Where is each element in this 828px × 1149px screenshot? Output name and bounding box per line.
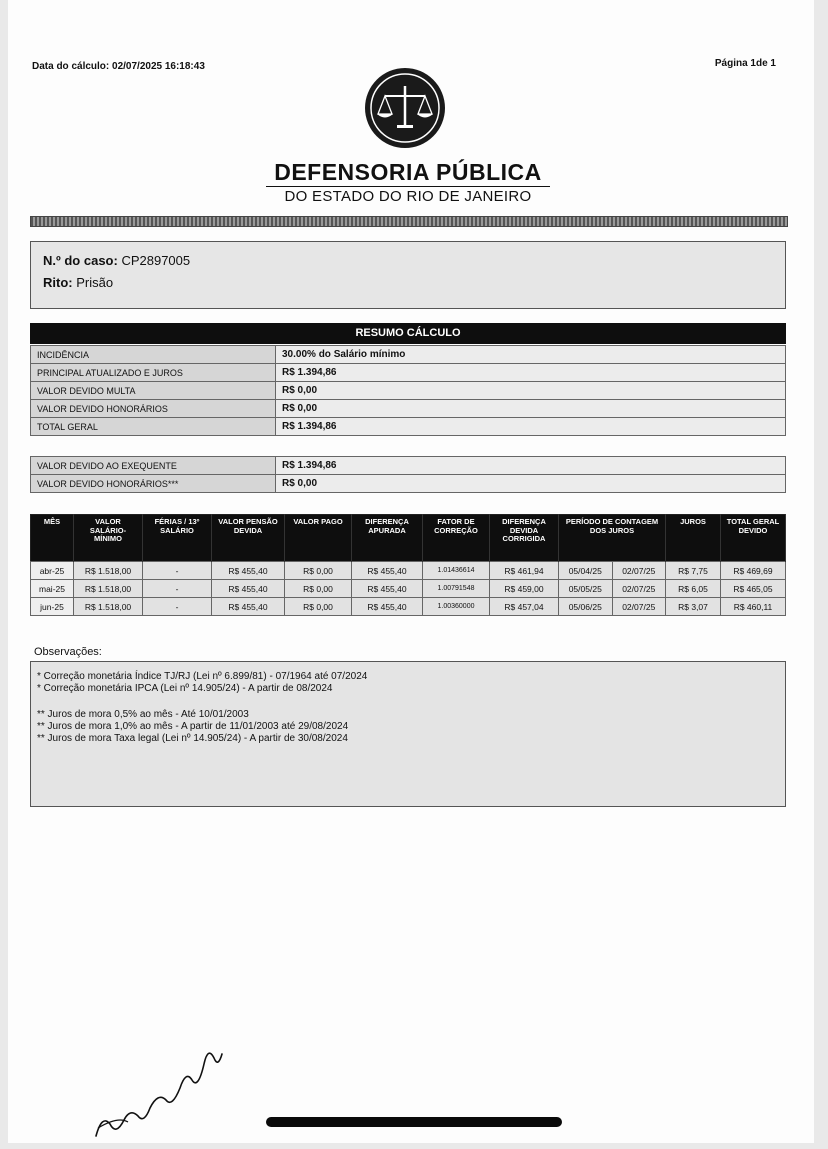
summary-label: VALOR DEVIDO MULTA	[31, 382, 276, 400]
cell-fim: 02/07/25	[612, 598, 666, 616]
logo-title: DEFENSORIA PÚBLICA	[274, 159, 542, 185]
cell-juros: R$ 6,05	[666, 580, 721, 598]
col-header-juros: JUROS	[666, 515, 721, 562]
cell-diferenca: R$ 455,40	[352, 598, 423, 616]
col-header-diferenca: DIFERENÇA APURADA	[352, 515, 423, 562]
calculation-date	[32, 61, 205, 72]
cell-ferias: -	[143, 562, 212, 580]
summary-value: R$ 1.394,86	[276, 457, 786, 475]
cell-fator: 1.01436614	[423, 562, 490, 580]
summary-row	[31, 346, 786, 364]
cell-pago: R$ 0,00	[285, 598, 352, 616]
cell-pensao: R$ 455,40	[212, 580, 285, 598]
case-rite-label: Rito:	[43, 275, 73, 290]
cell-ferias: -	[143, 598, 212, 616]
scales-of-justice-icon	[365, 68, 445, 148]
cell-total: R$ 469,69	[721, 562, 786, 580]
col-header-periodo: PERÍODO DE CONTAGEM DOS JUROS	[559, 515, 666, 562]
cell-pensao: R$ 455,40	[212, 598, 285, 616]
summary-row	[31, 364, 786, 382]
detail-table	[30, 514, 786, 616]
observation-line: * Correção monetária Índice TJ/RJ (Lei nº 6.899/81) - 07/1964 até 07/2024	[37, 671, 368, 682]
cell-fator: 1.00360000	[423, 598, 490, 616]
cell-total: R$ 460,11	[721, 598, 786, 616]
cell-pago: R$ 0,00	[285, 562, 352, 580]
summary-label: PRINCIPAL ATUALIZADO E JUROS	[31, 364, 276, 382]
case-rite-value: Prisão	[76, 275, 114, 290]
col-header-pago: VALOR PAGO	[285, 515, 352, 562]
case-number	[43, 253, 190, 268]
cell-pago: R$ 0,00	[285, 580, 352, 598]
date-label: Data do cálculo:	[32, 61, 110, 72]
cell-corrigida: R$ 457,04	[490, 598, 559, 616]
summary-table	[30, 345, 786, 436]
logo-subtitle: DO ESTADO DO RIO DE JANEIRO	[266, 186, 550, 205]
summary-row	[31, 382, 786, 400]
summary-row	[31, 475, 786, 493]
summary-value: R$ 0,00	[276, 475, 786, 493]
cell-salario: R$ 1.518,00	[74, 580, 143, 598]
payment-summary-table	[30, 456, 786, 493]
home-indicator[interactable]	[266, 1117, 562, 1127]
cell-fim: 02/07/25	[612, 580, 666, 598]
summary-row	[31, 418, 786, 436]
date-value: 02/07/2025 16:18:43	[112, 61, 205, 72]
observation-line: ** Juros de mora Taxa legal (Lei nº 14.905/24) - A partir de 30/08/2024	[37, 733, 348, 744]
document-page	[8, 0, 814, 1143]
case-number-label: N.º do caso:	[43, 253, 118, 268]
summary-value: R$ 0,00	[276, 382, 786, 400]
detail-header-row	[31, 515, 786, 562]
cell-fator: 1.00791548	[423, 580, 490, 598]
cell-mes: mai-25	[31, 580, 74, 598]
cell-inicio: 05/05/25	[559, 580, 613, 598]
cell-total: R$ 465,05	[721, 580, 786, 598]
cell-juros: R$ 7,75	[666, 562, 721, 580]
case-rite	[43, 275, 113, 290]
cell-salario: R$ 1.518,00	[74, 562, 143, 580]
observation-line: * Correção monetária IPCA (Lei nº 14.905/24) - A partir de 08/2024	[37, 683, 333, 694]
cell-inicio: 05/06/25	[559, 598, 613, 616]
summary-value: R$ 1.394,86	[276, 418, 786, 436]
summary-value: R$ 0,00	[276, 400, 786, 418]
header-divider	[30, 216, 788, 227]
handwritten-signature	[88, 1024, 228, 1149]
cell-inicio: 05/04/25	[559, 562, 613, 580]
summary-label: VALOR DEVIDO HONORÁRIOS	[31, 400, 276, 418]
table-row	[31, 562, 786, 580]
cell-corrigida: R$ 461,94	[490, 562, 559, 580]
col-header-pensao: VALOR PENSÃO DEVIDA	[212, 515, 285, 562]
col-header-total: TOTAL GERAL DEVIDO	[721, 515, 786, 562]
cell-salario: R$ 1.518,00	[74, 598, 143, 616]
observation-line: ** Juros de mora 0,5% ao mês - Até 10/01/2003	[37, 709, 249, 720]
summary-title: RESUMO CÁLCULO	[30, 323, 786, 344]
col-header-corrigida: DIFERENÇA DEVIDA CORRIGIDA	[490, 515, 559, 562]
cell-diferenca: R$ 455,40	[352, 562, 423, 580]
summary-value: 30.00% do Salário mínimo	[276, 346, 786, 364]
observations-box	[30, 661, 786, 807]
cell-corrigida: R$ 459,00	[490, 580, 559, 598]
cell-diferenca: R$ 455,40	[352, 580, 423, 598]
col-header-mes: MÊS	[31, 515, 74, 562]
observation-line: ** Juros de mora 1,0% ao mês - A partir de 11/01/2003 até 29/08/2024	[37, 721, 349, 732]
cell-mes: jun-25	[31, 598, 74, 616]
summary-label: TOTAL GERAL	[31, 418, 276, 436]
cell-pensao: R$ 455,40	[212, 562, 285, 580]
summary-label: INCIDÊNCIA	[31, 346, 276, 364]
summary-value: R$ 1.394,86	[276, 364, 786, 382]
case-info	[30, 241, 786, 309]
page-number: Página 1de 1	[714, 58, 776, 69]
cell-ferias: -	[143, 580, 212, 598]
table-row	[31, 598, 786, 616]
col-header-ferias: FÉRIAS / 13º SALÁRIO	[143, 515, 212, 562]
summary-label: VALOR DEVIDO AO EXEQUENTE	[31, 457, 276, 475]
summary-row	[31, 457, 786, 475]
cell-mes: abr-25	[31, 562, 74, 580]
observations-label: Observações:	[34, 646, 102, 658]
table-row	[31, 580, 786, 598]
cell-fim: 02/07/25	[612, 562, 666, 580]
summary-row	[31, 400, 786, 418]
cell-juros: R$ 3,07	[666, 598, 721, 616]
summary-label: VALOR DEVIDO HONORÁRIOS***	[31, 475, 276, 493]
col-header-salario: VALOR SALÁRIO-MÍNIMO	[74, 515, 143, 562]
case-number-value: CP2897005	[121, 253, 191, 268]
col-header-fator: FATOR DE CORREÇÃO	[423, 515, 490, 562]
